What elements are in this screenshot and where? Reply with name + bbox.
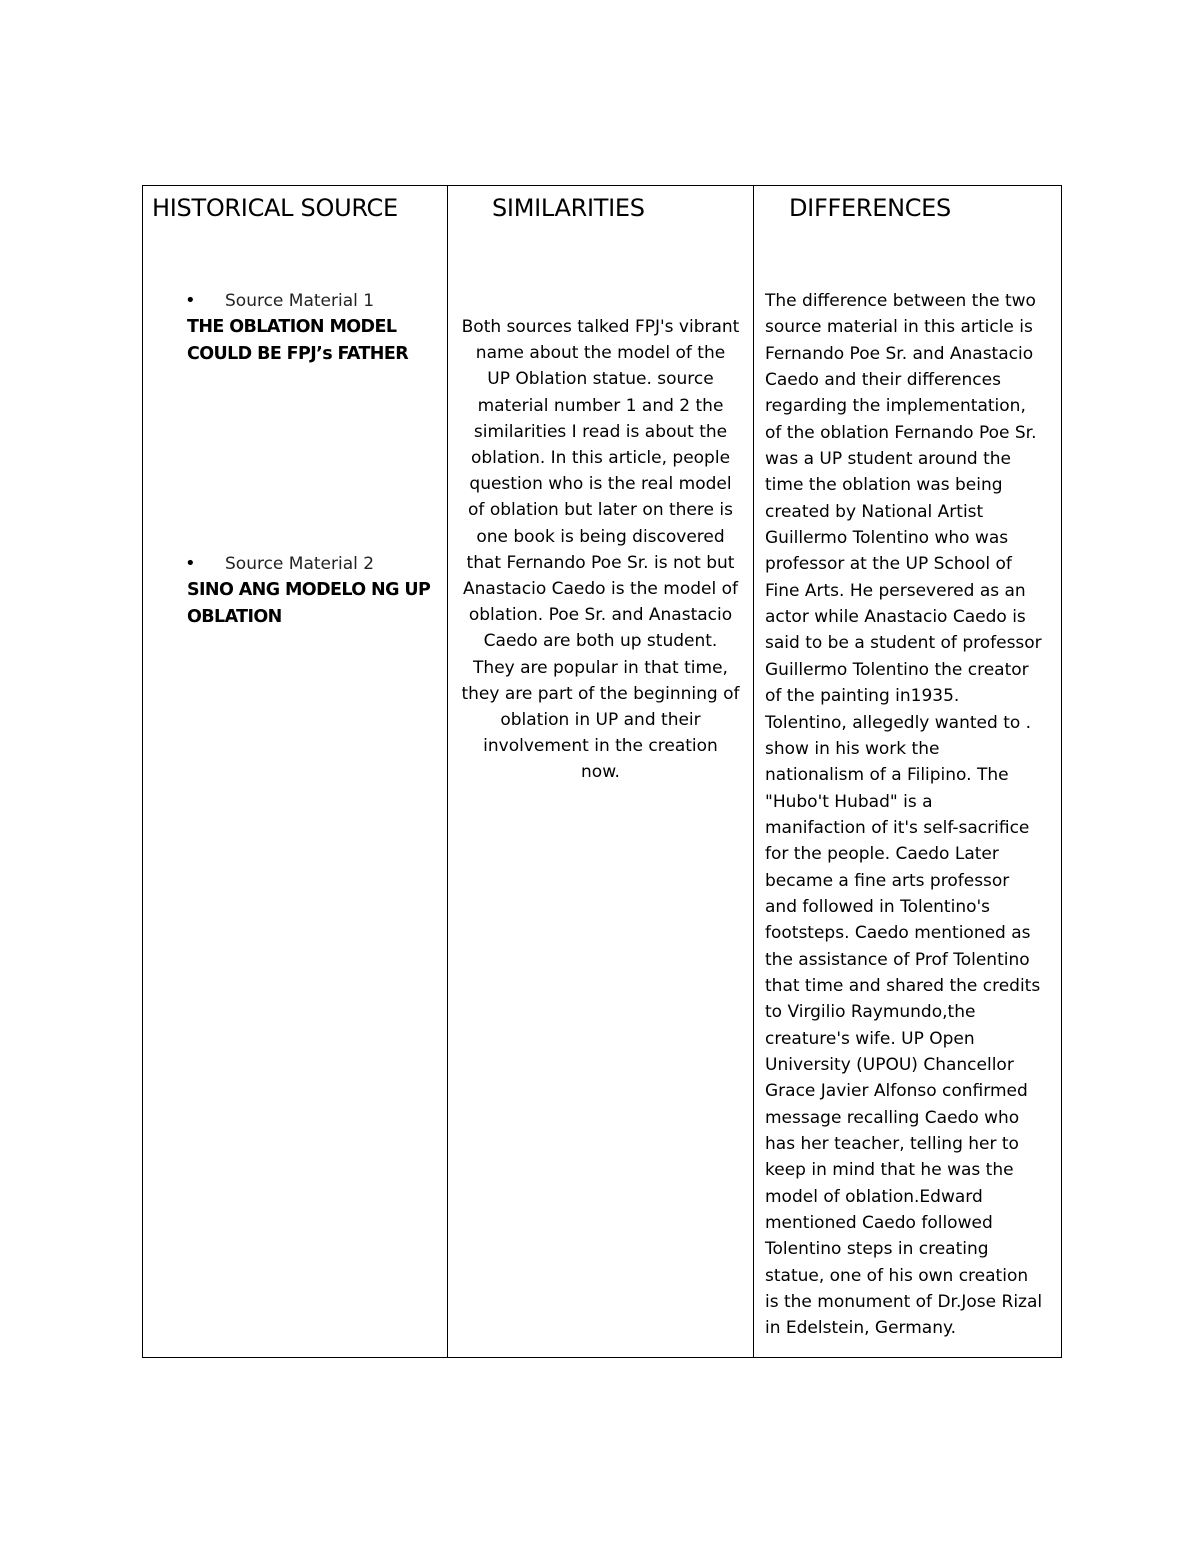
similarities-column <box>448 186 754 1358</box>
source-title-1: THE OBLATION MODEL COULD BE FPJ’s FATHER <box>187 317 409 364</box>
differences-text: The difference between the two source material in this article is Fernando Poe Sr. and Anastacio Caedo and their differences regarding the implementation, of the oblation Fernando Poe Sr. was a UP student around the time the oblation was being created by National Artist Guillermo Tolentino who was professor at the UP School of Fine Arts. He persevered as an actor while Anastacio Caedo is said to be a student of professor Guillermo Tolentino the creator of the painting in1935. Tolentino, allegedly wanted to . show in his work the nationalism of a Filipino. The "Hubo't Hubad" is a manifaction of it's self-sacrifice for the people. Caedo Later became a fine arts professor and followed in Tolentino's footsteps. Caedo mentioned as the assistance of Prof Tolentino that time and shared the credits to Virgilio Raymundo,the creature's wife. UP Open University (UPOU) Chancellor Grace Javier Alfonso confirmed message recalling Caedo who has her teacher, telling her to keep in mind that he was the model of oblation.Edward mentioned Caedo followed Tolentino steps in creating statue, one of his own creation is the monument of Dr.Jose Rizal in Edelstein, Germany. <box>765 291 1043 1339</box>
source-item-1 <box>143 288 447 368</box>
bullet-icon: • <box>185 553 196 574</box>
differences-column <box>754 186 1062 1358</box>
source-label-2: Source Material 2 <box>225 554 375 574</box>
historical-source-column <box>143 186 448 1358</box>
header-historical-source: HISTORICAL SOURCE <box>152 194 398 222</box>
table-row <box>143 186 1062 1358</box>
source-label-1: Source Material 1 <box>225 291 375 311</box>
header-differences: DIFFERENCES <box>789 194 951 222</box>
comparison-table <box>142 185 1062 1358</box>
header-similarities: SIMILARITIES <box>492 194 645 222</box>
source-title-2: SINO ANG MODELO NG UP OBLATION <box>187 580 431 627</box>
similarities-text: Both sources talked FPJ's vibrant name about the model of the UP Oblation statue. source material number 1 and 2 the similarities I read is about the oblation. In this article, people question who is the real model of oblation but later on there is one book is being discovered that Fernando Poe Sr. is not but Anastacio Caedo is the model of oblation. Poe Sr. and Anastacio Caedo are both up student. They are popular in that time, they are part of the beginning of oblation in UP and their involvement in the creation now. <box>461 317 740 783</box>
source-item-2 <box>143 551 447 631</box>
bullet-icon: • <box>185 290 196 311</box>
